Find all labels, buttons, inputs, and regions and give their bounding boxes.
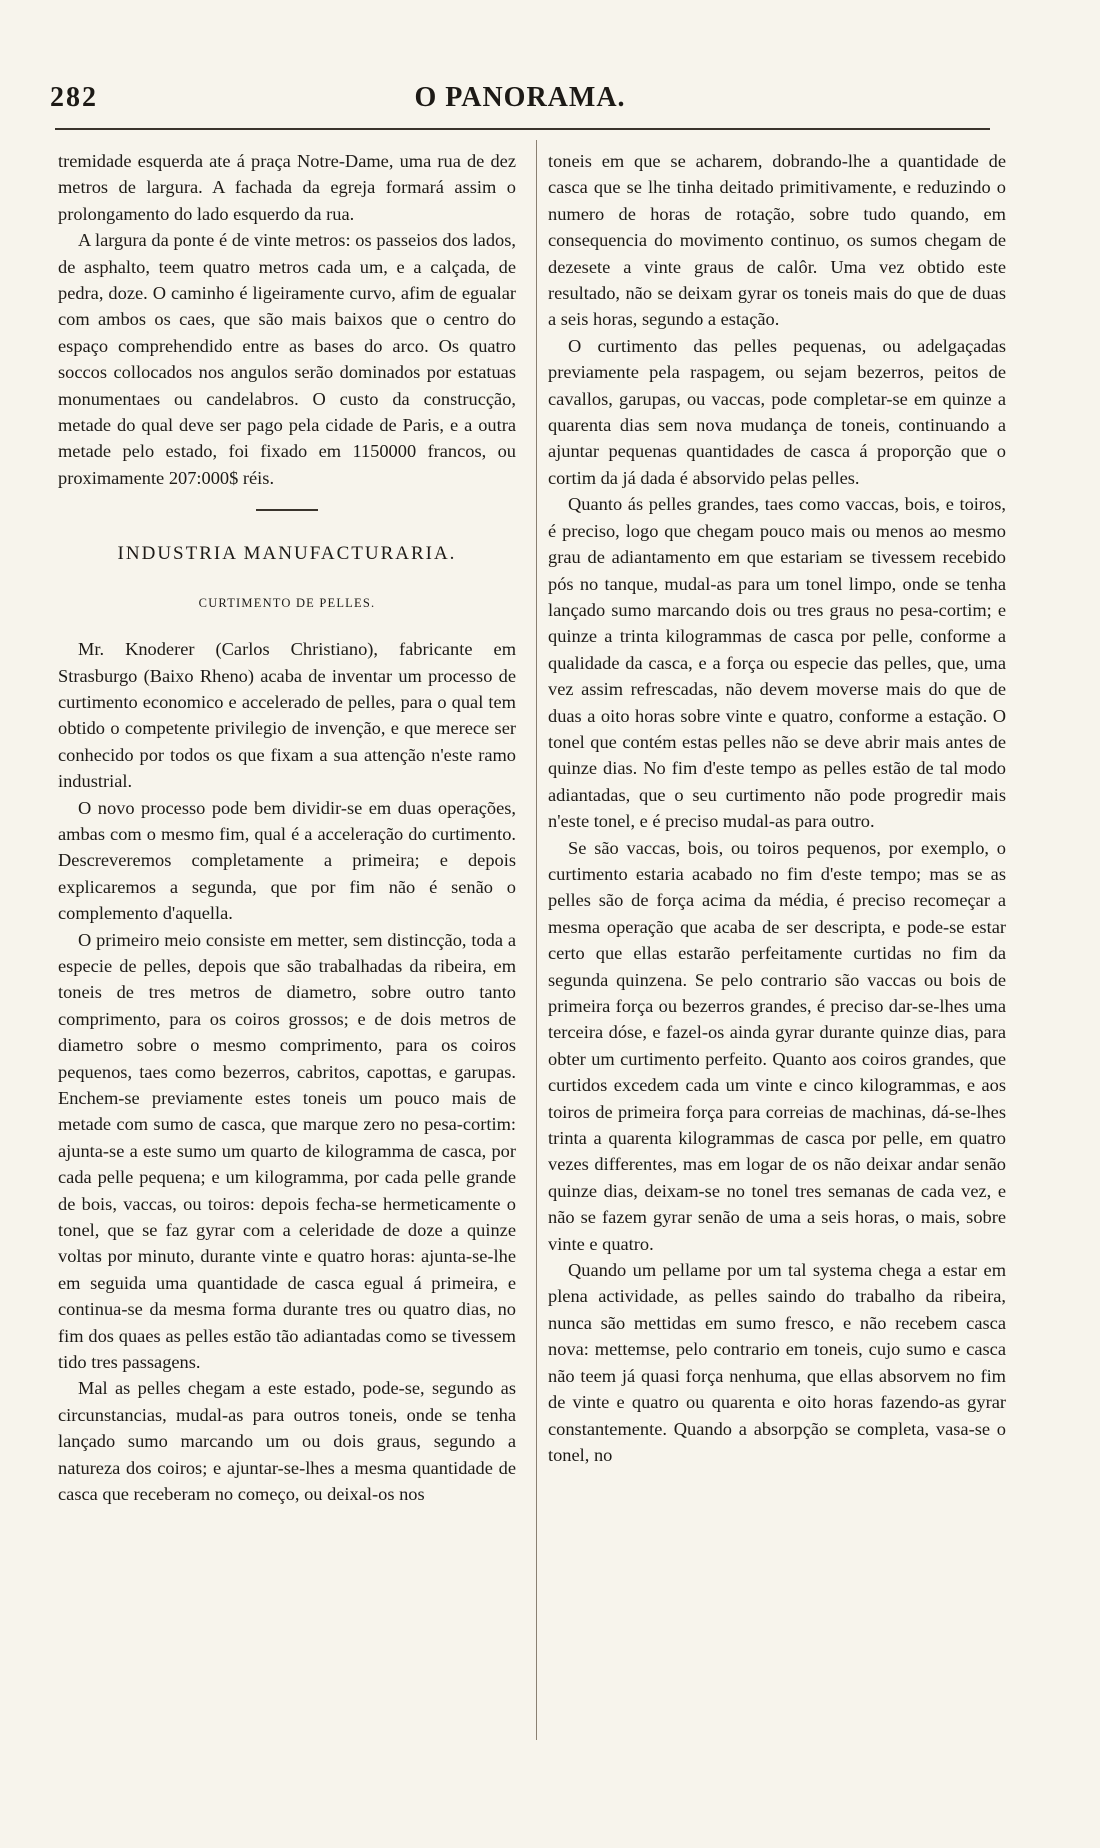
paragraph: Mal as pelles chegam a este estado, pode-se, segundo as circunstancias, mudal-as para outros toneis, onde se tenha lançado sumo marcando um ou dois graus, segundo a natureza dos coiros; e ajuntar-se-lhes a mesma quantidade de casca que receberam no começo, ou deixal-os nos bbox=[58, 1378, 516, 1505]
subsection-title: CURTIMENTO DE PELLES. bbox=[198, 595, 376, 610]
paragraph: Quanto ás pelles grandes, taes como vaccas, bois, e toiros, é preciso, logo que chegam pouco mais ou menos ao mesmo grau de adiantamento em que estariam se tivessem recebido pós no tanque, mudal-as para um tonel limpo, onde se tenha lançado sumo marcando dois ou tres graus no pesa-cortim; e quinze a trinta kilogrammas de casca por pelle, conforme a qualidade da casca, e a força ou especie das pelles, que, uma vez assim refrescadas, não devem moverse mais do que de duas a oito horas sobre vinte e quatro, conforme a estação. O tonel que contém estas pelles não se deve abrir mais antes de quinze dias. No fim d'este tempo as pelles estão de tal modo adiantadas, que o seu curtimento não pode progredir mais n'este tonel, e é preciso mudal-as para outro. bbox=[548, 494, 1006, 832]
paragraph: A largura da ponte é de vinte metros: os passeios dos lados, de asphalto, teem quatro metros cada um, e a calçada, de pedra, doze. O caminho é ligeiramente curvo, afim de egualar com ambos os caes, que são mais baixos que o centro do espaço comprehendido entre as bases do arco. Os quatro soccos collocados nos angulos serão dominados por estatuas monumentaes ou candelabros. O custo da construcção, metade do qual deve ser pago pela cidade de Paris, e a outra metade pelo estado, foi fixado em 1150000 francos, ou proximamente 207:000$ réis. bbox=[58, 230, 516, 488]
paragraph: Se são vaccas, bois, ou toiros pequenos, por exemplo, o curtimento estaria acabado no fim d'este tempo; mas se as pelles são de força acima da média, é preciso recomeçar a mesma operação que acaba de ser descripta, e pode-se estar certo que ellas estarão perfeitamente curtidas no fim da segunda quinzena. Se pelo contrario são vaccas ou bois de primeira força ou bezerros grandes, é preciso dar-se-lhes uma terceira dóse, e fazel-os ainda gyrar durante quinze dias, para obter um curtimento perfeito. Quanto aos coiros grandes, que curtidos excedem cada um vinte e cinco kilogrammas, e aos toiros de primeira força para correias de machinas, dá-se-lhes trinta a quarenta kilogrammas de casca por pelle, em quatro vezes differentes, mas em logar de os não deixar andar senão quinze dias, deixam-se no tonel tres semanas de cada vez, e não se fazem gyrar senão de uma a seis horas, o mais, sobre vinte e quatro. bbox=[548, 837, 1006, 1254]
page-header bbox=[50, 72, 990, 120]
page-number: 282 bbox=[50, 82, 98, 113]
paragraph: O primeiro meio consiste em metter, sem distincção, toda a especie de pelles, depois que são trabalhadas da ribeira, em toneis de tres metros de diametro, sobre outro tanto comprimento, para os coiros grossos; e de dois metros de diametro sobre o mesmo comprimento, para os coiros pequenos, taes como bezerros, cabritos, capottas, e garupas. Enchem-se previamente estes toneis um pouco mais de metade com sumo de casca, que marque zero no pesa-cortim: ajunta-se a este sumo um quarto de kilogramma de casca, por cada pelle pequena; e um kilogramma, por cada pelle grande de bois, vaccas, ou toiros: depois fecha-se hermeticamente o tonel, que se faz gyrar com a celeridade de doze a quinze voltas por minuto, durante vinte e quatro horas: ajunta-se-lhe em seguida uma quantidade de casca egual á primeira, e continua-se da mesma forma durante tres ou quatro dias, no fim dos quaes as pelles estão tão adiantadas como se tivessem tido tres passagens. bbox=[58, 929, 516, 1373]
paragraph: O curtimento das pelles pequenas, ou adelgaçadas previamente pela raspagem, ou sejam bezerros, peitos de cavallos, garupas, ou vaccas, pode completar-se em quinze a quarenta dias sem nova mudança de toneis, continuando a ajuntar pequenas quantidades de casca á proporção que o cortim da já dada é absorvido pelas pelles. bbox=[548, 335, 1006, 488]
paragraph: Mr. Knoderer (Carlos Christiano), fabricante em Strasburgo (Baixo Rheno) acaba de inventar um processo de curtimento economico e accelerado de pelles, para o qual tem obtido o competente privilegio de invenção, e que merece ser conhecido por todos os que fixam a sua attenção n'este ramo industrial. bbox=[58, 639, 516, 792]
running-title: O PANORAMA. bbox=[414, 82, 626, 113]
right-column bbox=[548, 148, 1006, 1468]
paragraph: tremidade esquerda ate á praça Notre-Dame, uma rua de dez metros de largura. A fachada da egreja formará assim o prolongamento do lado esquerdo da rua. bbox=[58, 151, 516, 224]
header-rule bbox=[55, 128, 990, 130]
left-column bbox=[58, 148, 516, 1508]
paragraph: O novo processo pode bem dividir-se em duas operações, ambas com o mesmo fim, qual é a acceleração do curtimento. Descreveremos completamente a primeira; e depois explicaremos a segunda, que por fim não é senão o complemento d'aquella. bbox=[58, 797, 516, 924]
column-divider bbox=[536, 140, 537, 1740]
paragraph: toneis em que se acharem, dobrando-lhe a quantidade de casca que se lhe tinha deitado primitivamente, e reduzindo o numero de horas de rotação, sobre tudo quando, em consequencia do movimento continuo, os sumos chegam de dezesete a vinte graus de calôr. Uma vez obtido este resultado, não se deixam gyrar os toneis mais do que de duas a seis horas, segundo a estação. bbox=[548, 151, 1006, 330]
section-separator bbox=[256, 509, 318, 511]
section-title: INDUSTRIA MANUFACTURARIA. bbox=[117, 543, 457, 565]
paragraph: Quando um pellame por um tal systema chega a estar em plena actividade, as pelles saindo do trabalho da ribeira, nunca são mettidas em sumo fresco, e não recebem casca nova: mettemse, pelo contrario em toneis, cujo sumo e casca não teem já quasi força nenhuma, que ellas absorvem no fim de vinte e quatro ou quarenta e oito horas fazendo-as gyrar constantemente. Quando a absorpção se completa, vasa-se o tonel, no bbox=[548, 1260, 1006, 1465]
